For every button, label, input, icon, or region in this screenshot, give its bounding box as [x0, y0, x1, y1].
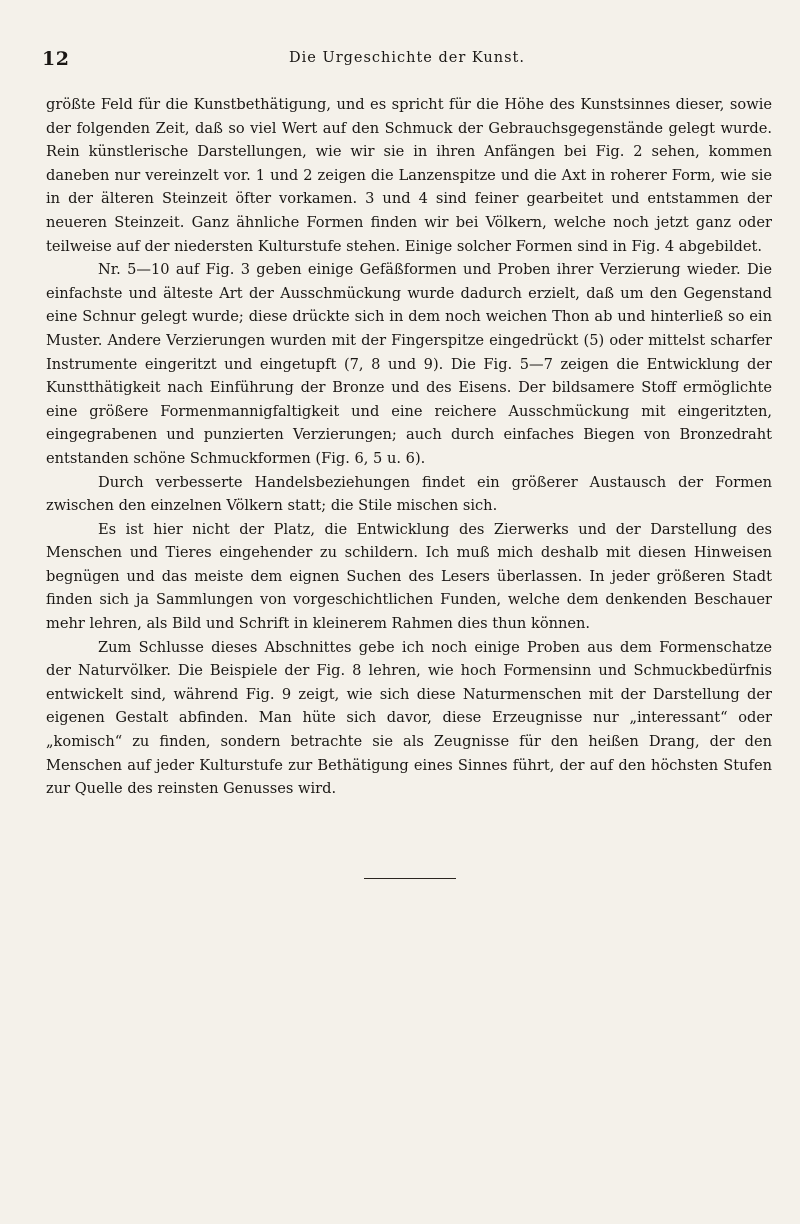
paragraph-ornament-development: Es ist hier nicht der Platz, die Entwicklung des Zierwerks und der Darstellung des Menschen und Tieres eingehender zu schildern. Ich muß mich deshalb mit diesen Hinweisen begnügen und das meiste dem eignen Suchen des Lesers überlassen. In jeder größeren Stadt finden sich ja Sammlungen von vorgeschichtlichen Funden, welche dem denkenden Beschauer mehr lehren, als Bild und Schrift in kleinerem Rahmen dies thun können.: [46, 520, 772, 633]
section-end-rule: [364, 878, 456, 879]
page-number: 12: [42, 48, 70, 70]
paragraph-primitive-peoples: Zum Schlusse dieses Abschnittes gebe ich noch einige Proben aus dem Formenschatze der Naturvölker. Die Beispiele der Fig. 8 lehren, wie hoch Formensinn und Schmuckbedürfnis entwickelt sind, während Fig. 9 zeigt, wie sich diese Naturmenschen mit der Darstellung der eigenen Gestalt abfinden. Man hüte sich davor, diese Erzeugnisse nur „interessant“ oder „komisch“ zu finden, sondern betrachte sie als Zeugnisse für den heißen Drang, der den Menschen auf jeder Kulturstufe zur Bethätigung eines Sinnes führt, der auf den höchsten Stufen zur Quelle des reinsten Genusses wird.: [46, 638, 772, 798]
body-text: [46, 93, 772, 801]
paragraph-trade-relations: Durch verbesserte Handelsbeziehungen findet ein größerer Austausch der Formen zwischen den einzelnen Völkern statt; die Stile mischen sich.: [46, 473, 772, 515]
paragraph-vessel-forms: Nr. 5—10 auf Fig. 3 geben einige Gefäßformen und Proben ihrer Verzierung wieder. Die einfachste und älteste Art der Ausschmückung wurde dadurch erzielt, daß um den Gegenstand eine Schnur gelegt wurde; diese drückte sich in dem noch weichen Thon ab und hinterließ so ein Muster. Andere Verzierungen wurden mit der Fingerspitze eingedrückt (5) oder mittelst scharfer Instrumente eingeritzt und eingetupft (7, 8 und 9). Die Fig. 5—7 zeigen die Entwicklung der Kunstthätigkeit nach Einführung der Bronze und des Eisens. Der bildsamere Stoff ermöglichte eine größere Formenmannigfaltigkeit und eine reichere Ausschmückung mit eingeritzten, eingegrabenen und punzierten Verzierungen; auch durch einfaches Biegen von Bronzedraht entstanden schöne Schmuckformen (Fig. 6, 5 u. 6).: [46, 261, 772, 467]
page-header: [42, 48, 772, 78]
running-title: Die Urgeschichte der Kunst.: [289, 50, 525, 66]
paragraph-continuation: größte Feld für die Kunstbethätigung, und es spricht für die Höhe des Kunstsinnes dieser, sowie der folgenden Zeit, daß so viel Wert auf den Schmuck der Gebrauchsgegenstände gelegt wurde. Rein künstlerische Darstellungen, wie wir sie in ihren Anfängen bei Fig. 2 sehen, kommen daneben nur vereinzelt vor. 1 und 2 zeigen die Lanzenspitze und die Axt in roherer Form, wie sie in der älteren Steinzeit öfter vorkamen. 3 und 4 sind feiner gearbeitet und entstammen der neueren Steinzeit. Ganz ähnliche Formen finden wir bei Völkern, welche noch jetzt ganz oder teilweise auf der niedersten Kulturstufe stehen. Einige solcher Formen sind in Fig. 4 abgebildet.: [46, 96, 772, 255]
